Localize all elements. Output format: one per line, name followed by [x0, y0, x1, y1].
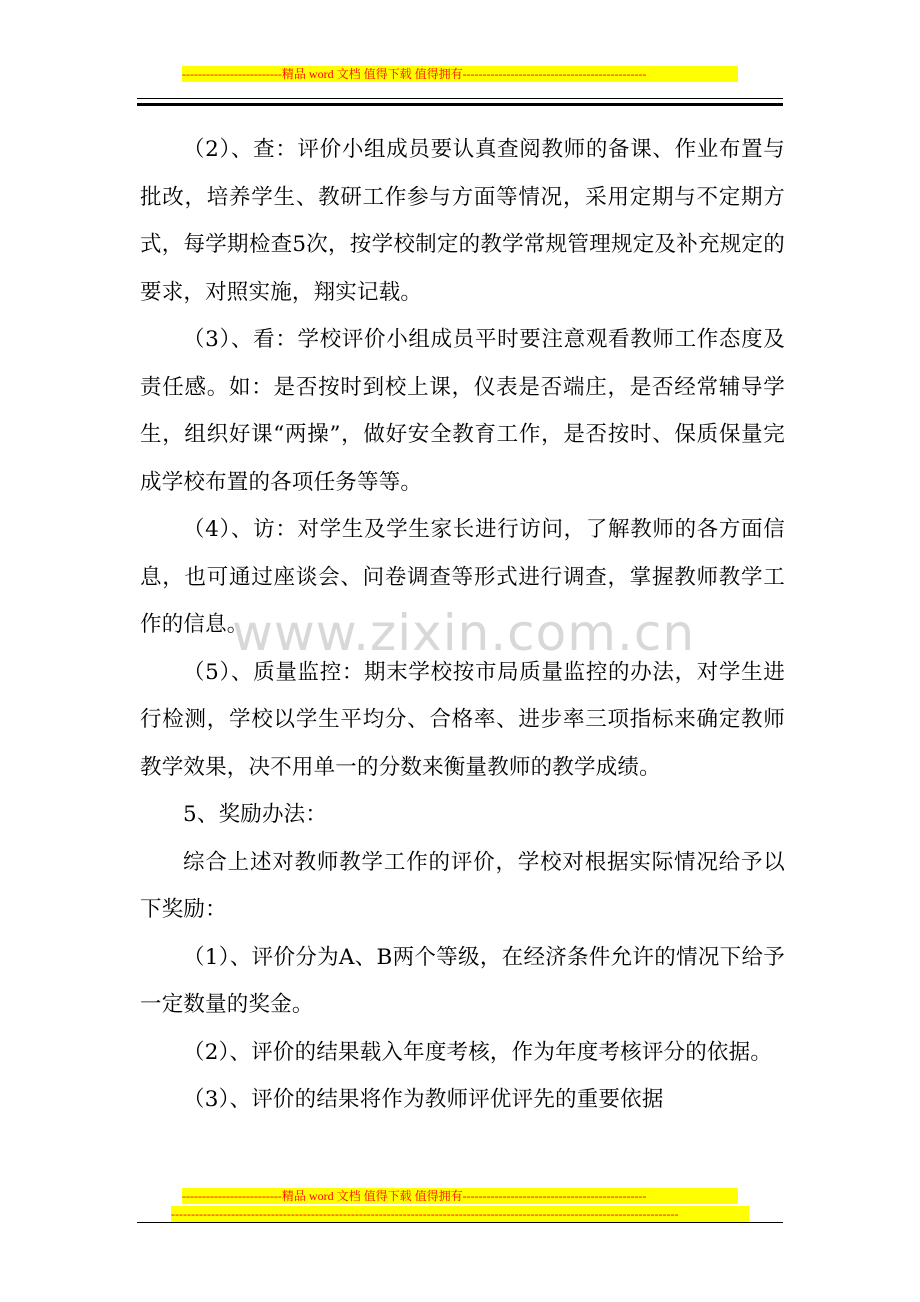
paragraph-reward-evaluation-basis: （3）、评价的结果将作为教师评优评先的重要依据: [183, 1087, 664, 1112]
paragraph-observe: （3）、看：学校评价小组成员平时要注意观看教师工作态度及责任感。如：是否按时到校上课，仪表是否端庄，是否经常辅导学生，组织好课“两操”，做好安全教育工作，是否按时、保质保量完成学校布置的各项任务等等。: [140, 327, 785, 495]
paragraph-quality-monitoring: （5）、质量监控：期末学校按市局质量监控的办法，对学生进行检测，学校以学生平均分、合格率、进步率三项指标来确定教师教学效果，决不用单一的分数来衡量教师的教学成绩。: [140, 659, 785, 780]
header-rule-thin: [137, 98, 783, 99]
paragraph-reward-grades: （1）、评价分为A、B两个等级，在经济条件允许的情况下给予一定数量的奖金。: [140, 944, 785, 1017]
watermark: www.zixin.com.cn: [232, 604, 696, 662]
header-banner: -------------------------精品 word 文档 值得下载 值得拥有----------------------------------------------: [182, 66, 738, 82]
paragraph-reward-annual-assessment: （2）、评价的结果载入年度考核，作为年度考核评分的依据。: [183, 1039, 773, 1065]
paragraph-rewards-intro: 综合上述对教师教学工作的评价，学校对根据实际情况给予以下奖励：: [140, 849, 785, 922]
section-heading-rewards: 5、奖励办法：: [183, 802, 328, 827]
paragraph-check: （2）、查：评价小组成员要认真查阅教师的备课、作业布置与批改，培养学生、教研工作参与方面等情况，采用定期与不定期方式，每学期检查5次，按学校制定的教学常规管理规定及补充规定的要求，对照实施，翔实记载。: [140, 137, 785, 305]
footer-rule: [137, 1222, 783, 1223]
paragraph-visit: （4）、访：对学生及学生家长进行访问，了解教师的各方面信息，也可通过座谈会、问卷调查等形式进行调查，掌握教师教学工作的信息。: [140, 517, 785, 637]
footer-banner: -------------------------精品 word 文档 值得下载 值得拥有----------------------------------------------: [182, 1188, 738, 1204]
footer-dashes: -------------------------------------------------------------------------------------------------------------------------------: [171, 1206, 749, 1222]
header-rule-thick: [137, 103, 783, 106]
